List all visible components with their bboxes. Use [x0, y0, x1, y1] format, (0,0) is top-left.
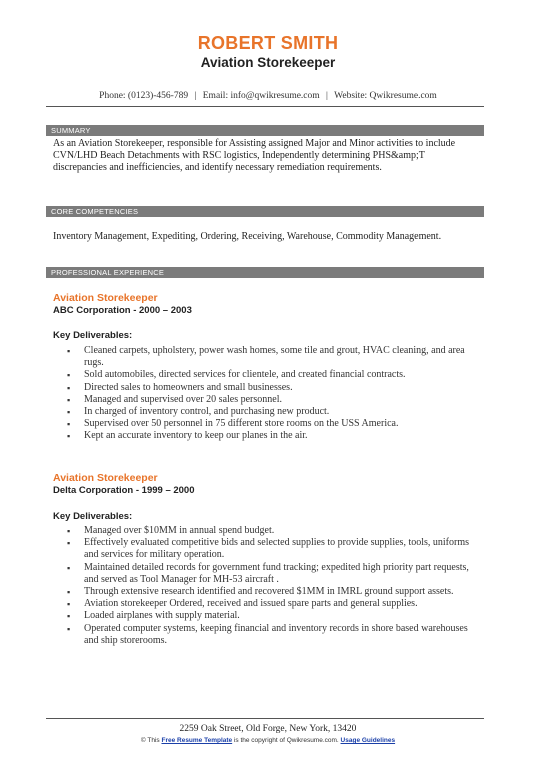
footer-copyright: [0, 737, 536, 744]
bullet-item: ▪ Kept an accurate inventory to keep our planes in the air.: [60, 430, 480, 442]
copyright-middle: is the copyright of Qwikresume.com.: [233, 737, 339, 744]
copyright-prefix: © This: [140, 737, 160, 744]
bullet-item: ▪ Sold automobiles, directed services for clientele, and created financial contracts.: [60, 369, 480, 381]
bullet-item: ▪ Aviation storekeeper Ordered, received and issued spare parts and general supplies.: [60, 598, 480, 610]
header-divider: [46, 106, 484, 107]
contact-line: [0, 91, 536, 101]
bullet-item: ▪ Through extensive research identified and recovered $1MM in IMRL ground support assets.: [60, 586, 480, 598]
job-bullets: [60, 525, 480, 647]
bullet-item: ▪ In charged of inventory control, and purchasing new product.: [60, 406, 480, 418]
bullet-item: ▪ Maintained detailed records for government fund tracking; expedited high priority part requests, and served as Tool Manager for MH-53 aircraft .: [60, 562, 480, 586]
footer-address: 2259 Oak Street, Old Forge, New York, 13420: [179, 724, 357, 734]
section-experience-heading: PROFESSIONAL EXPERIENCE: [46, 267, 484, 278]
job-company: ABC Corporation - 2000 – 2003: [53, 305, 192, 316]
key-deliverables-label: Key Deliverables:: [53, 511, 133, 522]
website-text: Website: Qwikresume.com: [334, 91, 437, 101]
key-deliverables-label: Key Deliverables:: [53, 330, 133, 341]
email-text: Email: info@qwikresume.com: [202, 91, 320, 101]
bullet-item: ▪ Managed over $10MM in annual spend budget.: [60, 525, 480, 537]
section-competencies-heading: CORE COMPETENCIES: [46, 206, 484, 217]
separator: |: [194, 91, 197, 101]
competencies-text: Inventory Management, Expediting, Ordering, Receiving, Warehouse, Commodity Management.: [53, 231, 442, 242]
job-title: Aviation Storekeeper: [53, 472, 158, 484]
job-bullets: [60, 345, 480, 443]
job-company: Delta Corporation - 1999 – 2000: [53, 485, 195, 496]
bullet-item: ▪ Operated computer systems, keeping financial and inventory records in shore based warehouses and ship storerooms.: [60, 623, 480, 647]
phone-text: Phone: (0123)-456-789: [99, 91, 189, 101]
bullet-item: ▪ Cleaned carpets, upholstery, power wash homes, some tile and grout, HVAC cleaning, and area rugs.: [60, 345, 480, 369]
usage-guidelines-link[interactable]: Usage Guidelines: [340, 737, 396, 744]
bullet-item: ▪ Loaded airplanes with supply material.: [60, 610, 480, 622]
bullet-item: ▪ Directed sales to homeowners and small businesses.: [60, 382, 480, 394]
section-summary-heading: SUMMARY: [46, 125, 484, 136]
job-title: Aviation Storekeeper: [53, 292, 158, 304]
separator: |: [326, 91, 328, 101]
summary-text: As an Aviation Storekeeper, responsible for Assisting assigned Major and Minor activities to include CVN/LHD Beach Detachments with RSC logistics, Independently determining PHS&amp;T discrepancies and inefficiencies, and identify necessary remediation requirements.: [53, 138, 456, 174]
bullet-item: ▪ Supervised over 50 personnel in 75 different store rooms on the USS America.: [60, 418, 480, 430]
bullet-item: ▪ Managed and supervised over 20 sales personnel.: [60, 394, 480, 406]
free-resume-template-link[interactable]: Free Resume Template: [161, 737, 233, 744]
candidate-name: ROBERT SMITH: [197, 33, 339, 53]
candidate-title: Aviation Storekeeper: [200, 55, 336, 70]
bullet-item: ▪ Effectively evaluated competitive bids and selected supplies to provide supplies, tools, uniforms and services for military operation.: [60, 537, 480, 561]
footer-divider: [46, 718, 484, 719]
